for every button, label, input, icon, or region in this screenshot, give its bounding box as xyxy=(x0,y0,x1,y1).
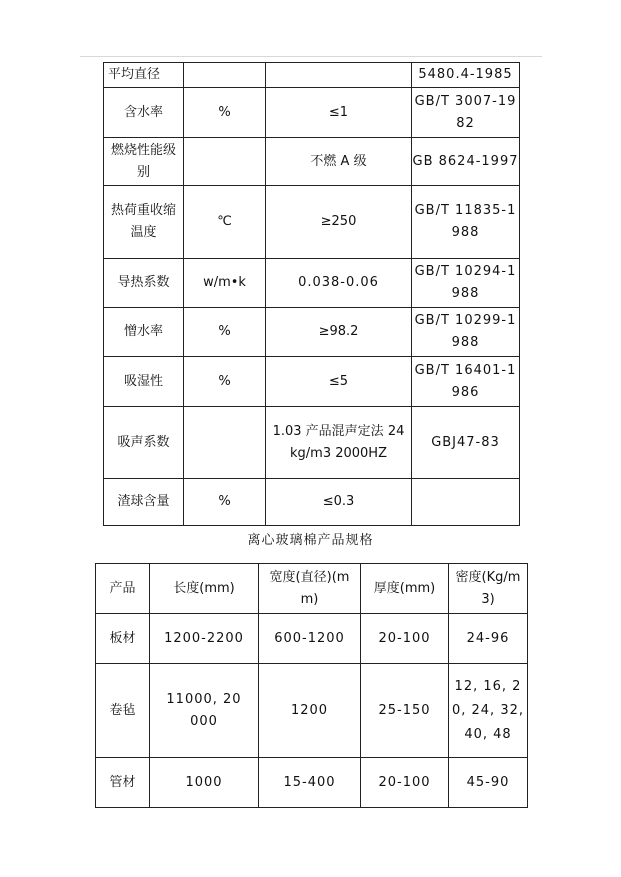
product-name: 管材 xyxy=(96,758,150,808)
thickness-value: 20-100 xyxy=(361,758,449,808)
property-standard: GB 8624-1997 xyxy=(412,138,520,186)
property-name: 导热系数 xyxy=(104,259,184,308)
table-row xyxy=(104,308,520,357)
property-name: 平均直径 xyxy=(104,63,184,88)
table-header-row xyxy=(96,564,528,614)
properties-table xyxy=(103,62,520,526)
property-value: ≤5 xyxy=(266,357,412,407)
property-value: ≥250 xyxy=(266,186,412,259)
property-standard: GBJ47-83 xyxy=(412,407,520,479)
density-value: 24-96 xyxy=(449,614,528,664)
product-name: 板材 xyxy=(96,614,150,664)
property-unit: w/m•k xyxy=(184,259,266,308)
thickness-value: 20-100 xyxy=(361,614,449,664)
spec-table xyxy=(95,563,528,808)
property-name: 吸声系数 xyxy=(104,407,184,479)
property-unit: % xyxy=(184,479,266,526)
property-unit: % xyxy=(184,308,266,357)
table-row xyxy=(104,63,520,88)
table-row xyxy=(104,407,520,479)
property-standard: GB/T 10294-1988 xyxy=(412,259,520,308)
table-row xyxy=(104,88,520,138)
table-row xyxy=(96,758,528,808)
length-value: 11000, 20000 xyxy=(150,664,259,758)
property-name: 热荷重收缩温度 xyxy=(104,186,184,259)
property-value xyxy=(266,63,412,88)
header-rule xyxy=(80,56,542,57)
product-name: 卷毡 xyxy=(96,664,150,758)
table-row xyxy=(104,186,520,259)
property-standard: 5480.4-1985 xyxy=(412,63,520,88)
property-value: ≤0.3 xyxy=(266,479,412,526)
width-value: 15-400 xyxy=(259,758,361,808)
property-standard xyxy=(412,479,520,526)
column-header: 厚度(mm) xyxy=(361,564,449,614)
property-unit: ℃ xyxy=(184,186,266,259)
property-unit: % xyxy=(184,357,266,407)
length-value: 1000 xyxy=(150,758,259,808)
property-name: 吸湿性 xyxy=(104,357,184,407)
column-header: 长度(mm) xyxy=(150,564,259,614)
table-caption: 离心玻璃棉产品规格 xyxy=(247,533,374,548)
property-standard: GB/T 11835-1988 xyxy=(412,186,520,259)
table-row xyxy=(104,138,520,186)
property-standard: GB/T 3007-1982 xyxy=(412,88,520,138)
property-unit xyxy=(184,63,266,88)
property-value: 不燃 A 级 xyxy=(266,138,412,186)
table-row xyxy=(104,259,520,308)
density-value: 45-90 xyxy=(449,758,528,808)
table-row xyxy=(104,357,520,407)
width-value: 1200 xyxy=(259,664,361,758)
table-row xyxy=(96,614,528,664)
property-value: 1.03 产品混声定法 24kg/m3 2000HZ xyxy=(266,407,412,479)
property-name: 燃烧性能级别 xyxy=(104,138,184,186)
property-standard: GB/T 16401-1986 xyxy=(412,357,520,407)
property-value: 0.038-0.06 xyxy=(266,259,412,308)
column-header: 宽度(直径)(mm) xyxy=(259,564,361,614)
property-name: 含水率 xyxy=(104,88,184,138)
property-unit xyxy=(184,407,266,479)
property-value: ≤1 xyxy=(266,88,412,138)
property-standard: GB/T 10299-1988 xyxy=(412,308,520,357)
property-name: 渣球含量 xyxy=(104,479,184,526)
column-header: 产品 xyxy=(96,564,150,614)
thickness-value: 25-150 xyxy=(361,664,449,758)
table-row xyxy=(96,664,528,758)
width-value: 600-1200 xyxy=(259,614,361,664)
property-unit: % xyxy=(184,88,266,138)
property-value: ≥98.2 xyxy=(266,308,412,357)
property-name: 憎水率 xyxy=(104,308,184,357)
property-unit xyxy=(184,138,266,186)
length-value: 1200-2200 xyxy=(150,614,259,664)
column-header: 密度(Kg/m3) xyxy=(449,564,528,614)
density-value: 12, 16, 20, 24, 32, 40, 48 xyxy=(449,664,528,758)
table-row xyxy=(104,479,520,526)
